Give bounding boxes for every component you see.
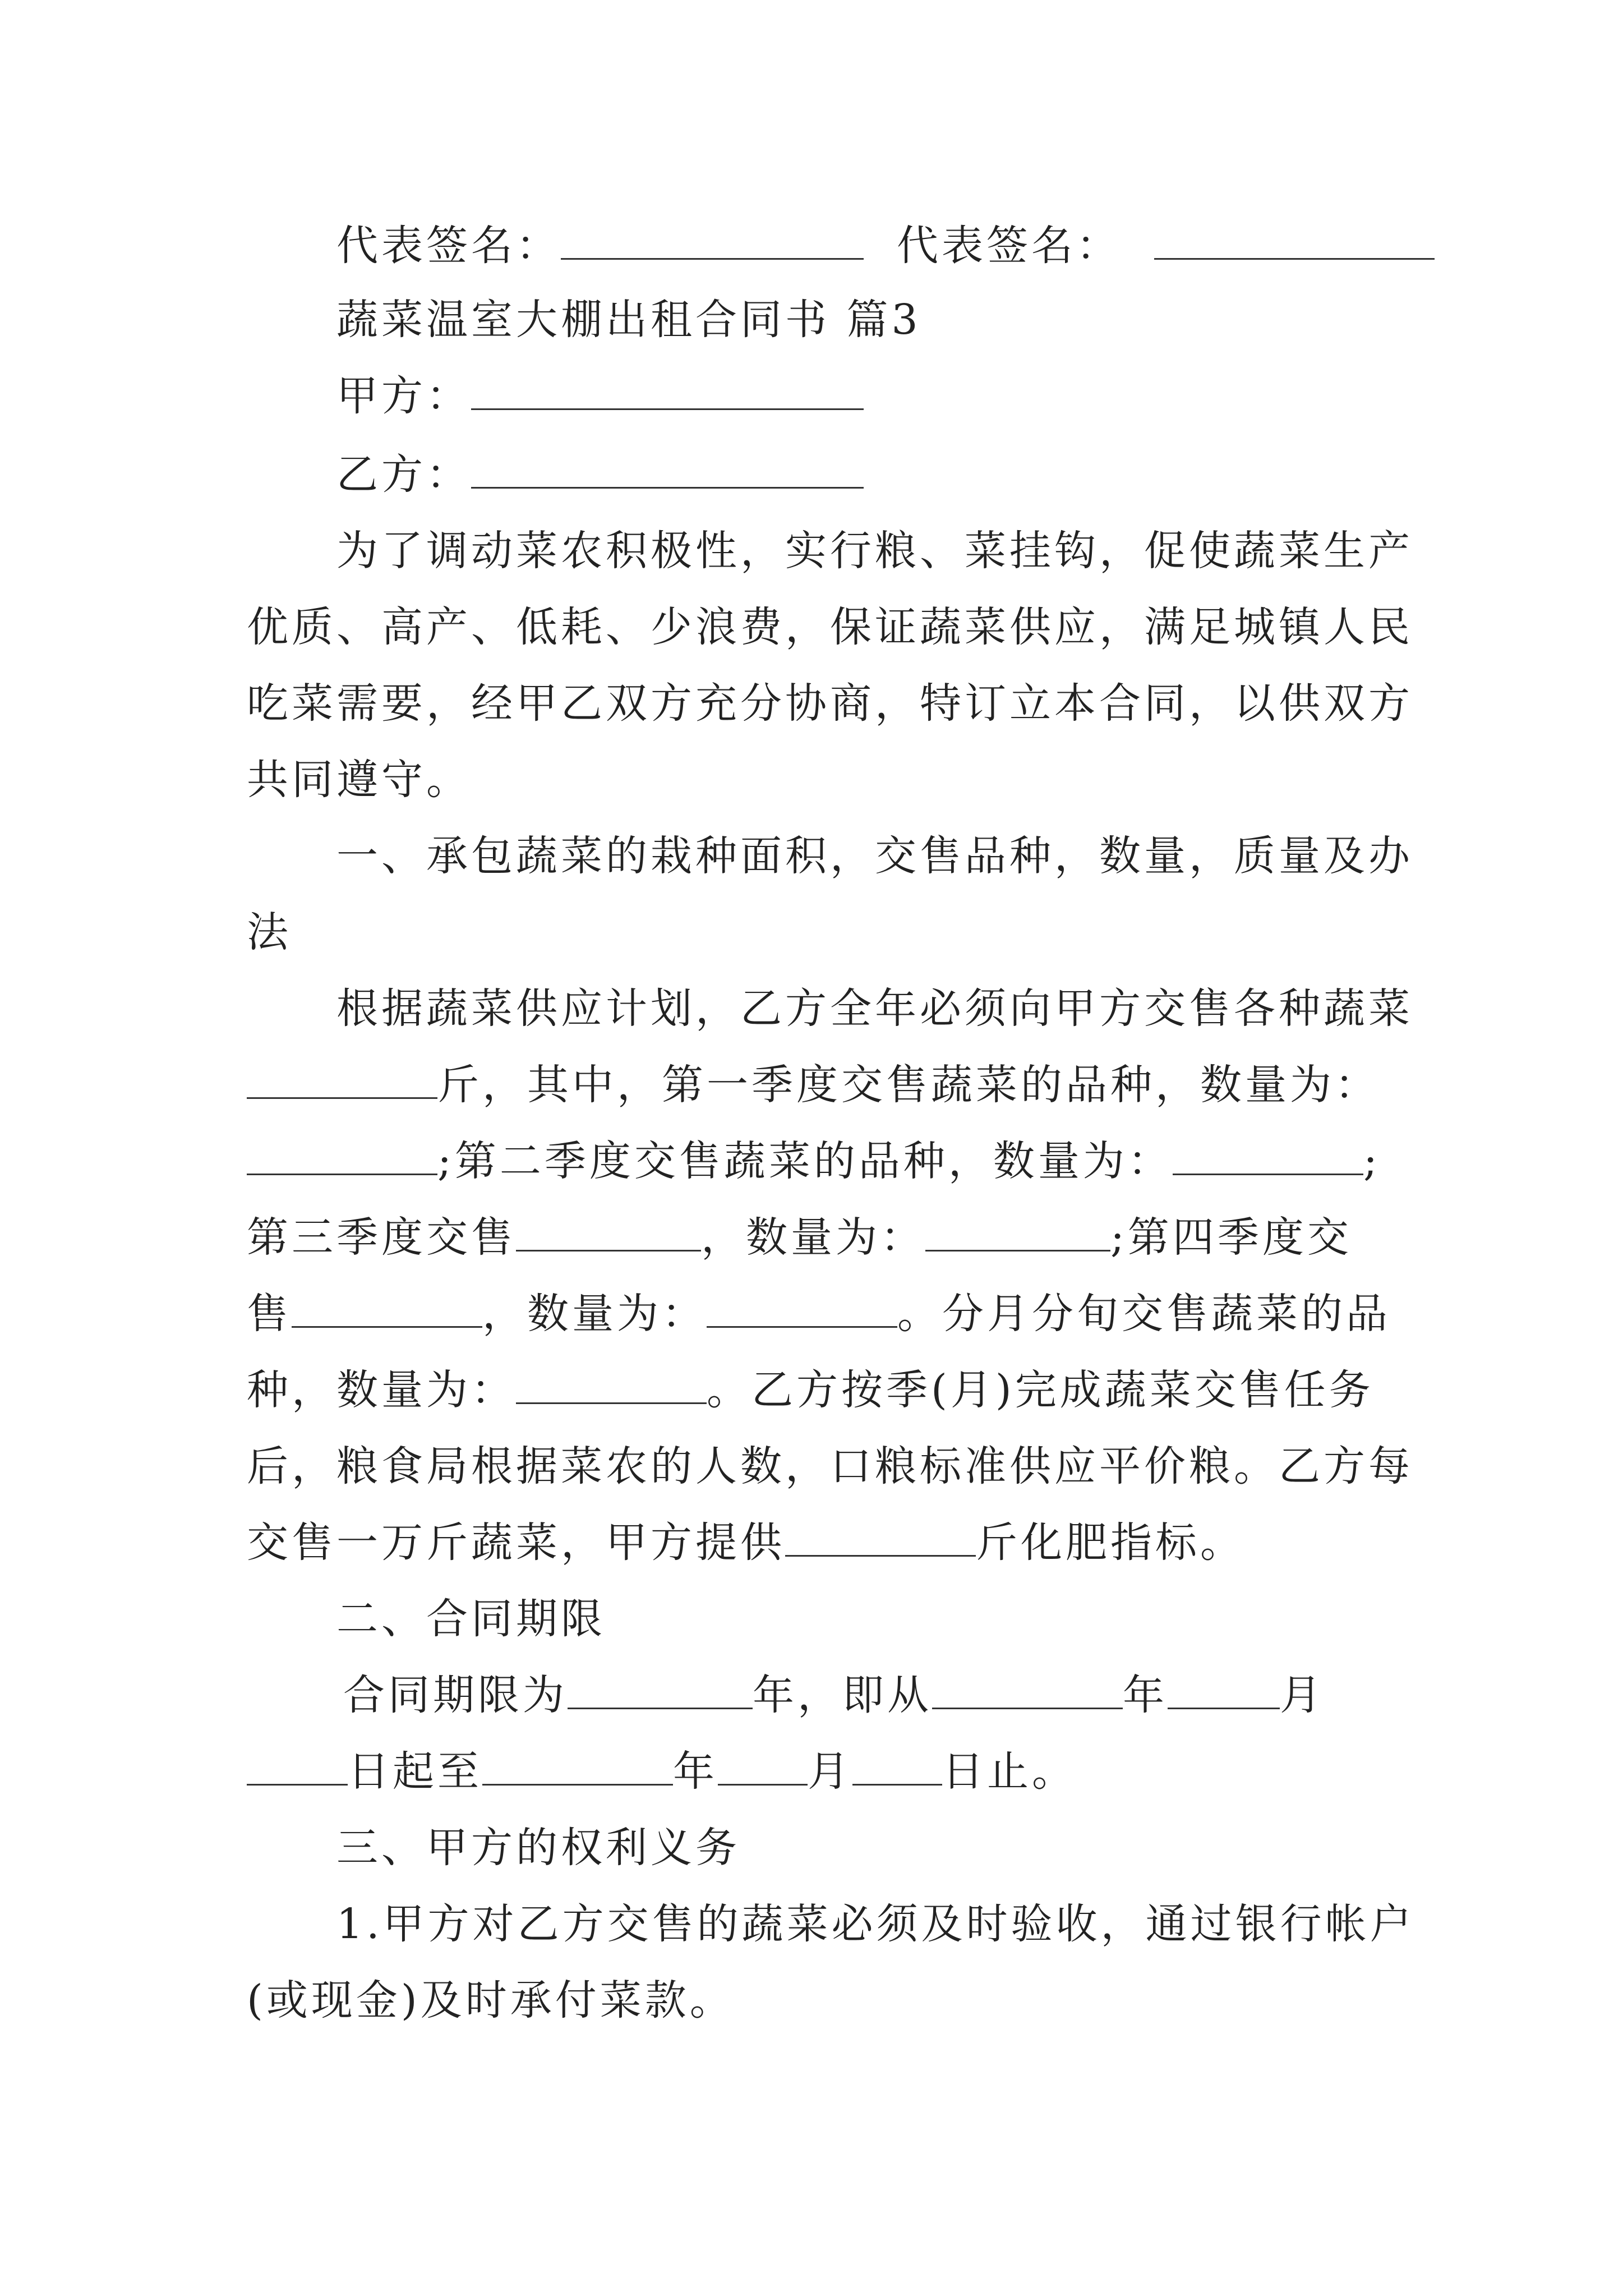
fill-blank (568, 1668, 753, 1709)
fill-blank (482, 1745, 673, 1786)
text-run: 月 (808, 1747, 852, 1796)
text-run: 年 (1123, 1671, 1168, 1719)
section1-paragraph-line: 后，粮食局根据菜农的人数，口粮标准供应平价粮。乙方每 (247, 1442, 1413, 1490)
intro-line: 为了调动菜农积极性，实行粮、菜挂钩，促使蔬菜生产 (336, 527, 1413, 575)
fill-blank (247, 1134, 437, 1175)
section3-item-line: 1.甲方对乙方交售的蔬菜必须及时验收，通过银行帐户 (336, 1900, 1415, 1948)
fill-blank (925, 1211, 1110, 1251)
text-run: ，数量为： (701, 1213, 925, 1262)
section1-title-cont: 法 (247, 908, 292, 956)
section2-line (247, 1743, 1391, 1800)
text-run: 月 (1280, 1671, 1325, 1719)
text-run: 日起至 (348, 1747, 482, 1796)
text-run: 售 (247, 1290, 292, 1338)
section1-paragraph-line (247, 1057, 1391, 1113)
text-run: 斤化肥指标。 (976, 1519, 1245, 1567)
text-run: 第三季度交售 (247, 1213, 516, 1262)
section1-paragraph-line (247, 1515, 1391, 1571)
intro-line: 优质、高产、低耗、少浪费，保证蔬菜供应，满足城镇人民 (247, 603, 1413, 651)
fill-blank (707, 1287, 897, 1328)
party-a-line (336, 368, 1391, 424)
party-b-label: 乙方： (336, 450, 471, 499)
text-run: 。分月分旬交售蔬菜的品 (897, 1290, 1391, 1338)
intro-line: 吃菜需要，经甲乙双方充分协商，特订立本合同，以供双方 (247, 679, 1413, 728)
section1-paragraph-line: 根据蔬菜供应计划，乙方全年必须向甲方交售各种蔬菜 (336, 984, 1413, 1033)
party-a-label: 甲方： (336, 372, 471, 420)
section1-paragraph-line (247, 1209, 1391, 1266)
fill-blank (516, 1211, 701, 1251)
contract-heading: 蔬菜温室大棚出租合同书 篇3 (336, 296, 921, 344)
fill-blank (516, 1363, 707, 1404)
section1-paragraph-line (247, 1286, 1391, 1342)
signature-blank-left (561, 219, 864, 260)
section1-paragraph-line (247, 1362, 1391, 1418)
signature-blank-right (1154, 219, 1435, 260)
text-run: 年 (673, 1747, 718, 1796)
fill-blank (1173, 1134, 1363, 1175)
text-run: 日止。 (942, 1747, 1077, 1796)
intro-line: 共同遵守。 (247, 756, 471, 804)
section2-title: 二、合同期限 (336, 1595, 606, 1643)
section2-line (343, 1667, 1398, 1723)
text-run: ; (1363, 1137, 1381, 1185)
party-b-blank (471, 448, 864, 489)
fill-blank (247, 1745, 348, 1786)
text-run: ，数量为： (482, 1290, 707, 1338)
text-run: 交售一万斤蔬菜，甲方提供 (247, 1519, 785, 1567)
signature-line (336, 218, 1391, 274)
fill-blank (247, 1058, 437, 1099)
fill-blank (718, 1745, 808, 1786)
text-run: 斤，其中，第一季度交售蔬菜的品种，数量为： (437, 1061, 1380, 1109)
text-run: ;第二季度交售蔬菜的品种，数量为： (437, 1137, 1173, 1185)
fill-blank (785, 1516, 976, 1557)
fill-blank (932, 1668, 1123, 1709)
text-run: 年，即从 (753, 1671, 932, 1719)
text-run: 。乙方按季(月)完成蔬菜交售任务 (707, 1366, 1374, 1414)
text-run: ;第四季度交 (1110, 1213, 1352, 1262)
fill-blank (292, 1287, 482, 1328)
section3-title: 三、甲方的权利义务 (336, 1824, 740, 1872)
text-run: 合同期限为 (343, 1671, 568, 1719)
fill-blank (852, 1745, 942, 1786)
text-run: 种，数量为： (247, 1366, 516, 1414)
section1-paragraph-line (247, 1133, 1391, 1189)
party-b-line (336, 447, 1391, 503)
party-a-blank (471, 369, 864, 410)
signature-label-right: 代表签名： (897, 222, 1122, 270)
signature-label-left: 代表签名： (336, 222, 561, 270)
section3-item-line: (或现金)及时承付菜款。 (247, 1976, 735, 2024)
fill-blank (1168, 1668, 1280, 1709)
section1-title: 一、承包蔬菜的栽种面积，交售品种，数量，质量及办 (336, 832, 1413, 880)
